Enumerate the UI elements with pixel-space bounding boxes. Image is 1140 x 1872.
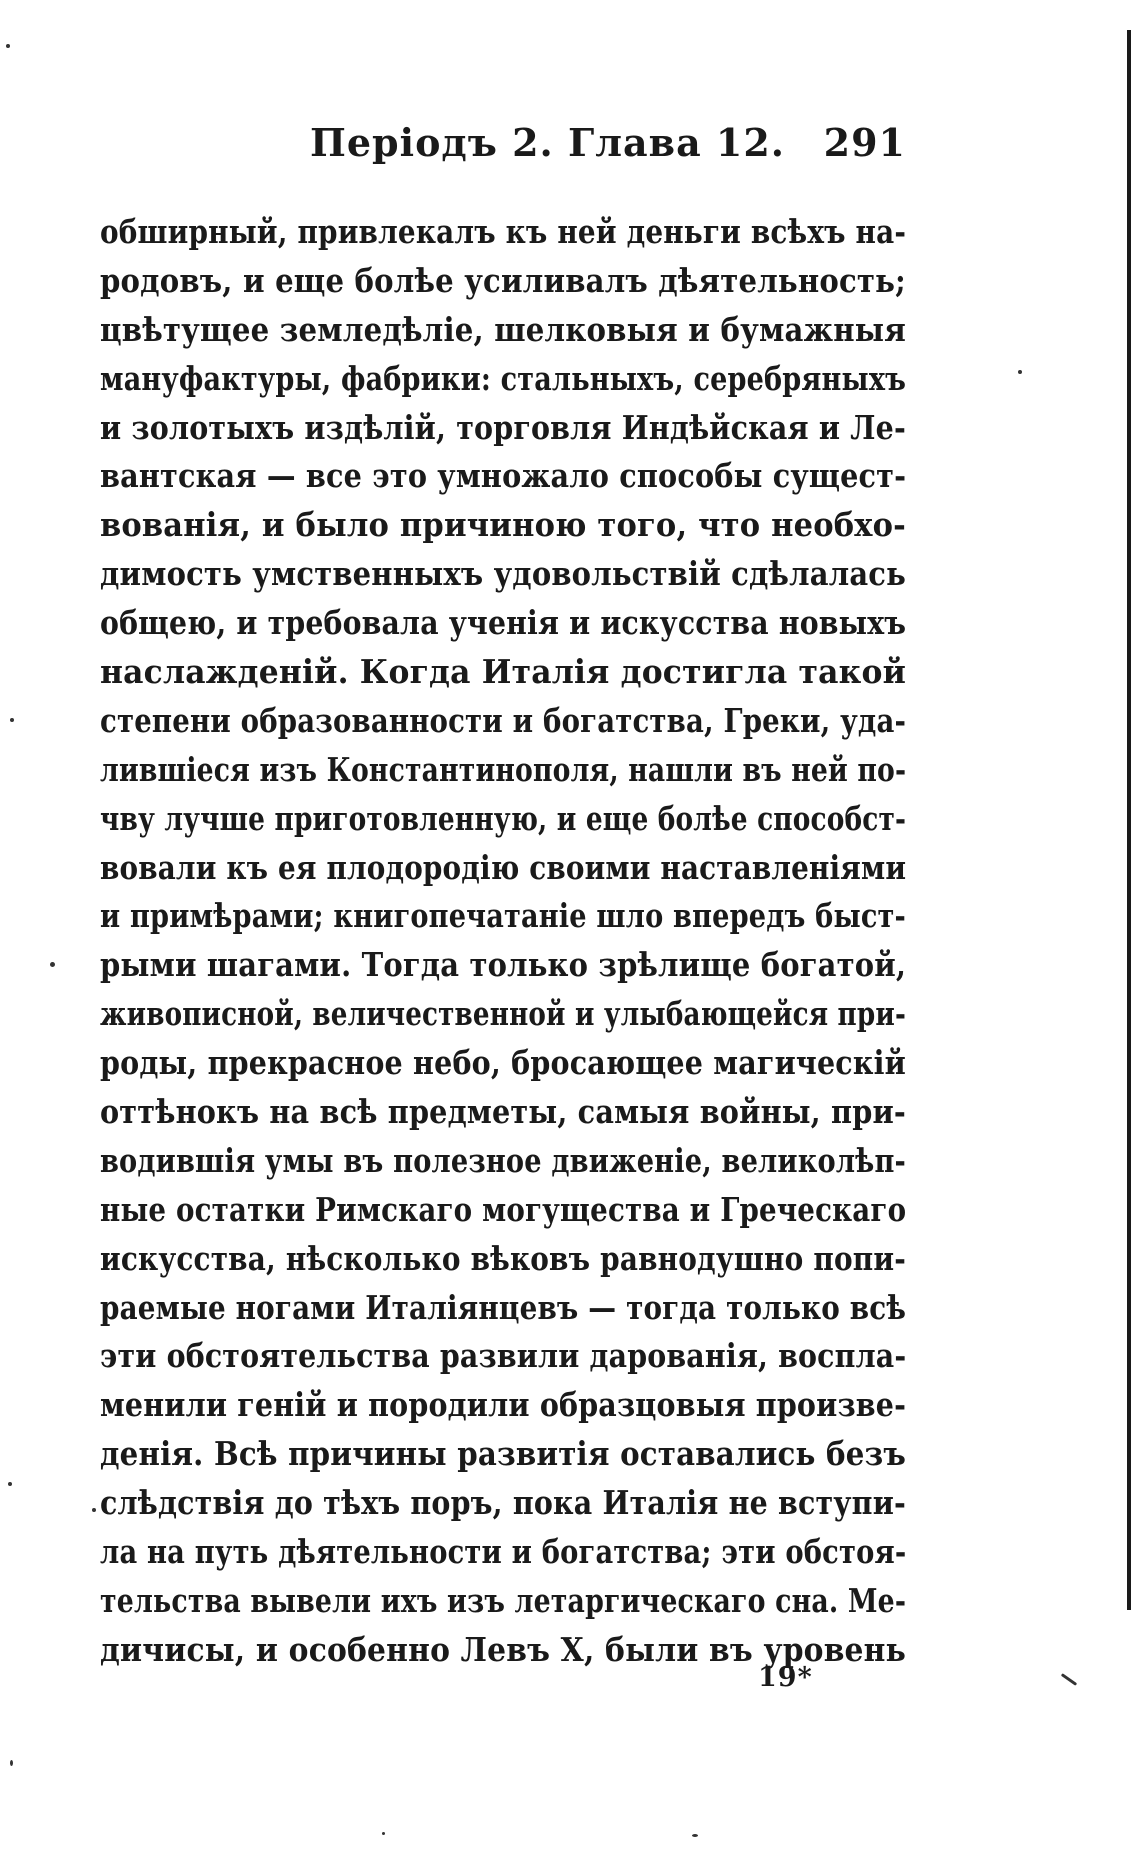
scan-speck <box>692 1834 698 1837</box>
text-line: димость умственныхъ удовольствій сдѣлалась <box>100 554 906 594</box>
text-line: ла на путь дѣятельности и богатства; эти обстоя- <box>100 1532 907 1572</box>
page-number: 291 <box>823 120 906 165</box>
text-line: искусства, нѣсколько вѣковъ равнодушно попи- <box>100 1238 906 1278</box>
text-line: мануфактуры, фабрики: стальныхъ, серебряныхъ <box>100 358 907 398</box>
text-line: вованія, и было причиною того, что необхо- <box>100 505 906 545</box>
scan-speck <box>6 44 10 48</box>
page-edge-shadow <box>1127 30 1131 1610</box>
text-line: вовали къ ея плодородію своими наставленіями <box>100 847 907 887</box>
text-line: водившія умы въ полезное движеніе, великолѣп- <box>100 1140 906 1180</box>
text-line: ные остатки Римскаго могущества и Греческаго <box>100 1189 907 1229</box>
scan-speck <box>1061 1673 1077 1686</box>
text-line: и золотыхъ издѣлій, торговля Индѣйская и Ле- <box>100 407 906 447</box>
text-line: цвѣтущее земледѣліе, шелковыя и бумажныя <box>100 309 906 349</box>
body-text <box>100 208 906 1675</box>
signature-mark: 19* <box>758 1662 813 1693</box>
text-line: родовъ, и еще болѣе усиливалъ дѣятельность; <box>100 260 906 300</box>
text-line: тельства вывели ихъ изъ летаргическаго сна. Ме- <box>100 1580 907 1620</box>
text-line: общею, и требовала ученія и искусства новыхъ <box>100 603 907 643</box>
scan-speck <box>92 1508 96 1512</box>
running-header <box>100 120 906 180</box>
scan-speck <box>50 962 55 967</box>
running-title: Періодъ 2. Глава 12. <box>310 120 786 165</box>
scan-speck <box>382 1832 385 1835</box>
scan-speck <box>10 1760 13 1766</box>
text-line: роды, прекрасное небо, бросающее магическій <box>100 1043 906 1083</box>
text-line: раемые ногами Италіянцевъ — тогда только всѣ <box>100 1287 907 1327</box>
text-line: дичисы, и особенно Левъ X, были въ уровень <box>100 1629 906 1669</box>
text-line: менили геній и породили образцовыя произве- <box>100 1385 907 1425</box>
scan-speck <box>10 718 14 722</box>
text-line: рыми шагами. Тогда только зрѣлище богатой, <box>100 945 907 985</box>
scan-speck <box>1018 370 1022 374</box>
text-line: обширный, привлекалъ къ ней деньги всѣхъ на- <box>100 212 907 251</box>
text-line: и примѣрами; книгопечатаніе шло впередъ быст- <box>100 896 906 936</box>
text-line: эти обстоятельства развили дарованія, воспла- <box>100 1336 907 1376</box>
text-line: наслажденій. Когда Италія достигла такой <box>100 652 907 692</box>
text-line: вантская — все это умножало способы сущест- <box>100 456 907 496</box>
text-line: чву лучше приготовленную, и еще болѣе способст- <box>100 798 907 838</box>
text-line: денія. Всѣ причины развитія оставались безъ <box>100 1434 906 1474</box>
text-line: степени образованности и богатства, Греки, уда- <box>100 700 907 740</box>
text-line: лившіеся изъ Константинополя, нашли въ ней по- <box>100 749 907 789</box>
text-line: оттѣнокъ на всѣ предметы, самыя войны, при- <box>100 1092 906 1132</box>
text-line: слѣдствія до тѣхъ поръ, пока Италія не вступи- <box>100 1483 906 1523</box>
text-line: живописной, величественной и улыбающейся при- <box>100 994 906 1034</box>
scan-speck <box>8 1482 12 1486</box>
